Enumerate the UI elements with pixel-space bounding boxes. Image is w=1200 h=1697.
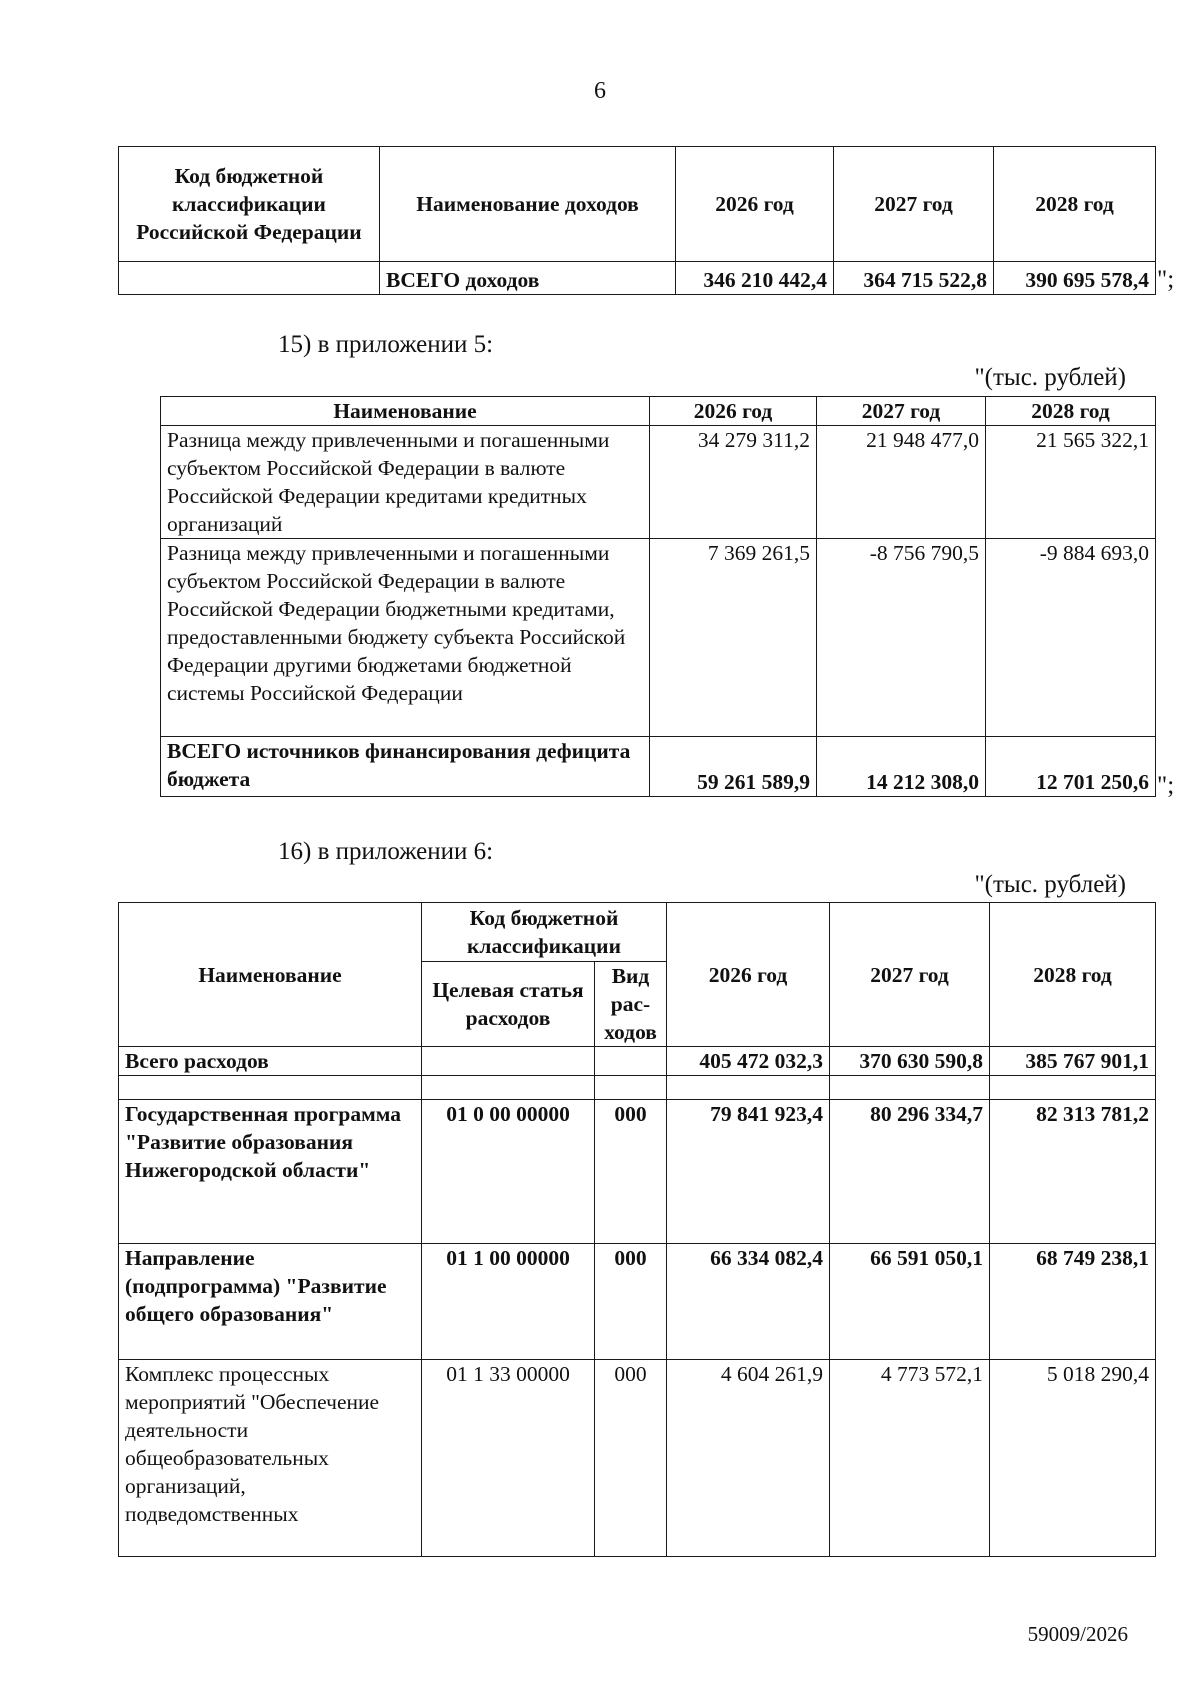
empty-cell xyxy=(422,1076,595,1100)
empty-cell xyxy=(119,1076,422,1100)
row-2026: 79 841 923,4 xyxy=(667,1100,830,1244)
total-2027: 370 630 590,8 xyxy=(830,1047,990,1076)
total-2028: 385 767 901,1 xyxy=(990,1047,1156,1076)
header-2028: 2028 год xyxy=(990,903,1156,1047)
table2-closing-quote: "; xyxy=(1157,772,1175,799)
table1-closing-quote: "; xyxy=(1157,266,1175,293)
header-code: Код бюджетной классификации Российской Федерации xyxy=(119,147,380,262)
page-number: 6 xyxy=(594,78,606,104)
table-row xyxy=(161,539,1156,737)
section-16-title: 16) в приложении 6: xyxy=(278,838,494,865)
header-target-article: Целевая статья расходов xyxy=(422,962,595,1047)
row-2028: 5 018 290,4 xyxy=(990,1360,1156,1557)
row-name: Государственная программа "Развитие образования Нижегородской области" xyxy=(119,1100,422,1244)
expenses-table xyxy=(118,902,1156,1557)
row-2026: 4 604 261,9 xyxy=(667,1360,830,1557)
row-2028: 82 313 781,2 xyxy=(990,1100,1156,1244)
row-name: Разница между привлеченными и погашенными субъектом Российской Федерации в валюте Российской Федерации бюджетными кредитами, предоставленными бюджету субъекта Российской Федерации другими бюджетами бюджетной системы Российской Федерации xyxy=(161,539,650,737)
total-code xyxy=(119,262,380,295)
document-code: 59009/2026 xyxy=(1027,1622,1128,1646)
table-row xyxy=(119,1244,1156,1360)
empty-cell xyxy=(595,1076,667,1100)
row-2026: 66 334 082,4 xyxy=(667,1244,830,1360)
total-target xyxy=(422,1047,595,1076)
total-2027: 364 715 522,8 xyxy=(834,262,994,295)
header-2028: 2028 год xyxy=(986,397,1156,426)
row-2027: -8 756 790,5 xyxy=(817,539,986,737)
header-2028: 2028 год xyxy=(994,147,1156,262)
empty-cell xyxy=(667,1076,830,1100)
total-row xyxy=(161,737,1156,797)
total-2028: 12 701 250,6 xyxy=(986,737,1156,797)
total-2026: 346 210 442,4 xyxy=(676,262,834,295)
row-kind: 000 xyxy=(595,1244,667,1360)
row-2026: 34 279 311,2 xyxy=(650,426,817,539)
row-kind: 000 xyxy=(595,1360,667,1557)
row-2028: 21 565 322,1 xyxy=(986,426,1156,539)
total-revenue-label: ВСЕГО доходов xyxy=(380,262,676,295)
empty-row xyxy=(119,1076,1156,1100)
revenue-table xyxy=(118,146,1156,295)
total-kind xyxy=(595,1047,667,1076)
row-2026: 7 369 261,5 xyxy=(650,539,817,737)
total-2026: 405 472 032,3 xyxy=(667,1047,830,1076)
header-2027: 2027 год xyxy=(830,903,990,1047)
header-revenue-name: Наименование доходов xyxy=(380,147,676,262)
row-2028: 68 749 238,1 xyxy=(990,1244,1156,1360)
header-2026: 2026 год xyxy=(667,903,830,1047)
row-target: 01 1 33 00000 xyxy=(422,1360,595,1557)
section-16-unit: "(тыс. рублей) xyxy=(974,871,1126,898)
header-code-group: Код бюджетной классификации xyxy=(422,903,667,962)
empty-cell xyxy=(990,1076,1156,1100)
total-2026: 59 261 589,9 xyxy=(650,737,817,797)
row-kind: 000 xyxy=(595,1100,667,1244)
section-15-title: 15) в приложении 5: xyxy=(278,331,494,358)
row-name: Комплекс процессных мероприятий "Обеспечение деятельности общеобразовательных организаций, подведомственных xyxy=(119,1360,422,1557)
row-2027: 21 948 477,0 xyxy=(817,426,986,539)
header-name: Наименование xyxy=(161,397,650,426)
total-label: Всего расходов xyxy=(119,1047,422,1076)
empty-cell xyxy=(830,1076,990,1100)
table-row xyxy=(119,1360,1156,1557)
table-row xyxy=(161,426,1156,539)
financing-table xyxy=(160,396,1156,797)
table-row xyxy=(119,1100,1156,1244)
total-row xyxy=(119,1047,1156,1076)
header-2026: 2026 год xyxy=(650,397,817,426)
row-target: 01 0 00 00000 xyxy=(422,1100,595,1244)
total-2027: 14 212 308,0 xyxy=(817,737,986,797)
section-15-unit: "(тыс. рублей) xyxy=(974,364,1126,391)
row-name: Разница между привлеченными и погашенными субъектом Российской Федерации в валюте Российской Федерации кредитами кредитных организаций xyxy=(161,426,650,539)
row-2027: 66 591 050,1 xyxy=(830,1244,990,1360)
header-2027: 2027 год xyxy=(834,147,994,262)
header-2026: 2026 год xyxy=(676,147,834,262)
row-target: 01 1 00 00000 xyxy=(422,1244,595,1360)
header-2027: 2027 год xyxy=(817,397,986,426)
total-2028: 390 695 578,4 xyxy=(994,262,1156,295)
row-2028: -9 884 693,0 xyxy=(986,539,1156,737)
row-2027: 80 296 334,7 xyxy=(830,1100,990,1244)
header-expense-kind: Вид рас-ходов xyxy=(595,962,667,1047)
row-2027: 4 773 572,1 xyxy=(830,1360,990,1557)
total-label: ВСЕГО источников финансирования дефицита бюджета xyxy=(161,737,650,797)
row-name: Направление (подпрограмма) "Развитие общего образования" xyxy=(119,1244,422,1360)
header-name: Наименование xyxy=(119,903,422,1047)
